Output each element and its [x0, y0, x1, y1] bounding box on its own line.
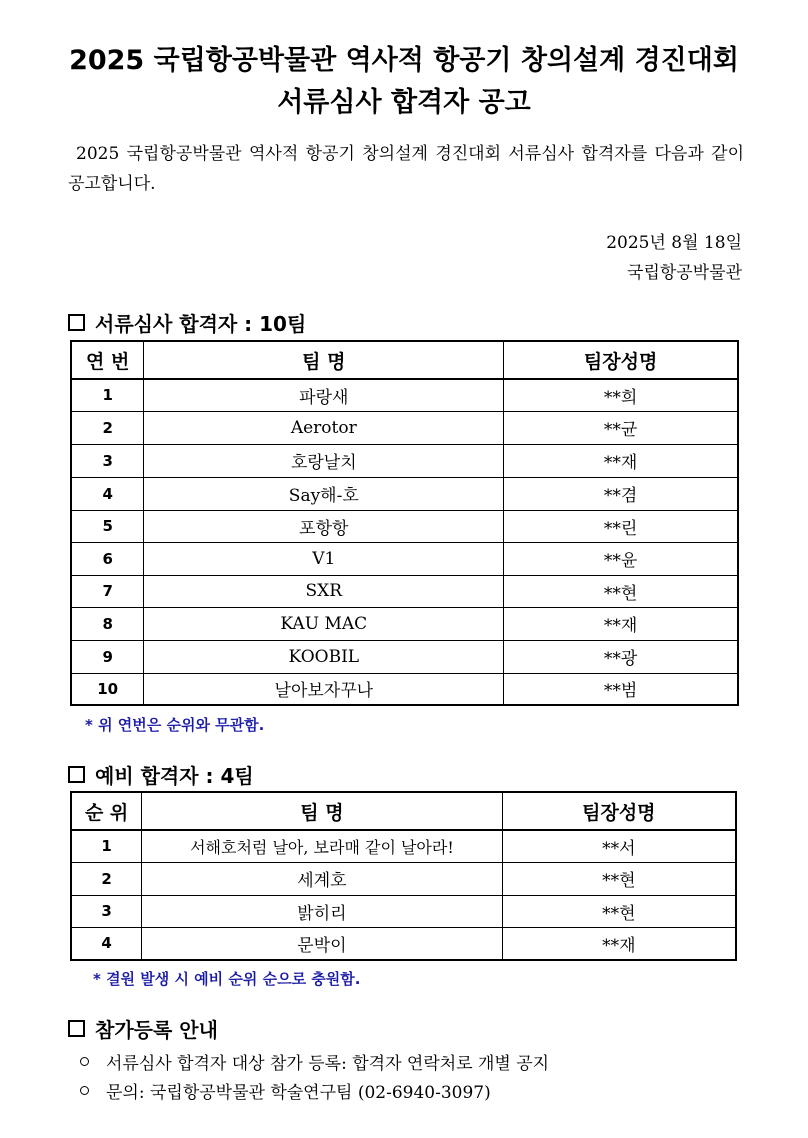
table-row [71, 411, 738, 444]
finalists-table [70, 340, 739, 706]
leader-name: **희 [504, 379, 738, 411]
row-number: 7 [71, 575, 144, 607]
row-number: 3 [71, 444, 144, 477]
checkbox-square-icon [68, 1020, 85, 1037]
leader-name: **광 [504, 640, 738, 673]
column-header-team: 팀 명 [144, 341, 504, 379]
table-row [71, 477, 738, 510]
table-header-row [71, 341, 738, 379]
row-number: 5 [71, 510, 144, 542]
row-rank: 2 [71, 862, 142, 895]
table-row [71, 542, 738, 575]
leader-name: **현 [504, 575, 738, 607]
leader-name: **겸 [504, 477, 738, 510]
finalists-heading-text: 서류심사 합격자 : 10팀 [95, 312, 307, 336]
leader-name: **재 [502, 927, 736, 960]
team-name: 문박이 [142, 927, 502, 960]
page-title: 2025 국립항공박물관 역사적 항공기 창의설계 경진대회 [69, 45, 739, 76]
column-header-rank: 순 위 [71, 792, 142, 830]
reserves-table [70, 791, 737, 961]
table-row [71, 510, 738, 542]
intro-text: 2025 국립항공박물관 역사적 항공기 창의설계 경진대회 서류심사 합격자를 다음과 같이 공고합니다. [68, 144, 744, 194]
table-row [71, 444, 738, 477]
leader-name: **윤 [504, 542, 738, 575]
team-name: KAU MAC [144, 607, 504, 640]
checkbox-square-icon [68, 314, 85, 331]
registration-item-text: 문의: 국립항공박물관 학술연구팀 (02-6940-3097) [106, 1083, 491, 1103]
reserves-note: * 결원 발생 시 예비 순위 순으로 충원함. [93, 970, 361, 988]
table-row [71, 379, 738, 411]
issue-date: 2025년 8월 18일 [606, 233, 742, 253]
row-number: 1 [71, 379, 144, 411]
leader-name: **범 [504, 673, 738, 705]
registration-item [80, 1078, 491, 1103]
registration-heading [68, 1014, 218, 1043]
reserves-heading-text: 예비 합격자 : 4팀 [95, 764, 254, 788]
table-row [71, 895, 736, 927]
row-rank: 1 [71, 830, 142, 862]
team-name: 날아보자꾸나 [144, 673, 504, 705]
table-header-row [71, 792, 736, 830]
row-number: 10 [71, 673, 144, 705]
team-name: 호랑날치 [144, 444, 504, 477]
row-number: 8 [71, 607, 144, 640]
row-number: 4 [71, 477, 144, 510]
table-row [71, 607, 738, 640]
column-header-leader: 팀장성명 [504, 341, 738, 379]
leader-name: **현 [502, 862, 736, 895]
row-rank: 3 [71, 895, 142, 927]
registration-item [80, 1049, 549, 1074]
leader-name: **재 [504, 607, 738, 640]
table-row [71, 640, 738, 673]
team-name: 밝히리 [142, 895, 502, 927]
team-name: 포항항 [144, 510, 504, 542]
registration-item-text: 서류심사 합격자 대상 참가 등록: 합격자 연락처로 개별 공지 [106, 1054, 550, 1074]
page-subtitle: 서류심사 합격자 공고 [277, 87, 531, 118]
leader-name: **재 [504, 444, 738, 477]
team-name: Say해-호 [144, 477, 504, 510]
table-row [71, 927, 736, 960]
column-header-number: 연 번 [71, 341, 144, 379]
leader-name: **균 [504, 411, 738, 444]
row-number: 6 [71, 542, 144, 575]
circle-bullet-icon [80, 1057, 89, 1066]
leader-name: **현 [502, 895, 736, 927]
column-header-leader: 팀장성명 [502, 792, 736, 830]
table-row [71, 673, 738, 705]
issuer-org: 국립항공박물관 [627, 263, 742, 283]
row-number: 9 [71, 640, 144, 673]
checkbox-square-icon [68, 766, 85, 783]
team-name: V1 [144, 542, 504, 575]
finalists-note: * 위 연번은 순위와 무관함. [85, 716, 265, 734]
team-name: 파랑새 [144, 379, 504, 411]
team-name: 서해호처럼 날아, 보라매 같이 날아라! [142, 830, 502, 862]
team-name: KOOBIL [144, 640, 504, 673]
table-row [71, 862, 736, 895]
reserves-heading [68, 760, 254, 789]
team-name: Aerotor [144, 411, 504, 444]
column-header-team: 팀 명 [142, 792, 502, 830]
table-row [71, 830, 736, 862]
team-name: 세계호 [142, 862, 502, 895]
finalists-heading [68, 308, 306, 337]
registration-heading-text: 참가등록 안내 [95, 1018, 218, 1042]
circle-bullet-icon [80, 1086, 89, 1095]
leader-name: **린 [504, 510, 738, 542]
table-row [71, 575, 738, 607]
leader-name: **서 [502, 830, 736, 862]
team-name: SXR [144, 575, 504, 607]
row-rank: 4 [71, 927, 142, 960]
row-number: 2 [71, 411, 144, 444]
